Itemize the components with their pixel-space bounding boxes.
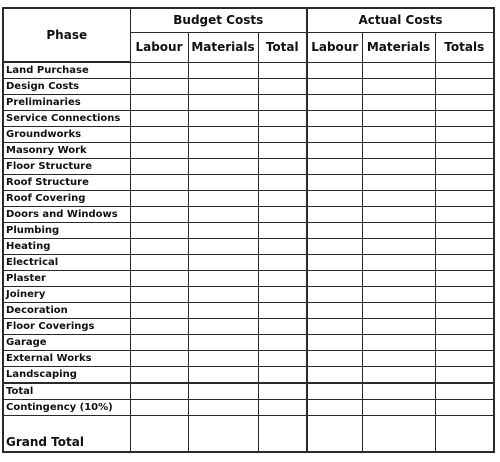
actual-materials-cell[interactable] <box>362 62 435 79</box>
budget-labour-cell[interactable] <box>130 191 188 207</box>
table-row-grand-total <box>3 416 494 453</box>
budget-labour-cell[interactable] <box>130 111 188 127</box>
phase-label: Land Purchase <box>3 62 130 79</box>
phase-label: External Works <box>3 351 130 367</box>
actual-materials-cell[interactable] <box>362 95 435 111</box>
actual-materials-cell[interactable] <box>362 287 435 303</box>
actual-materials-cell[interactable] <box>362 223 435 239</box>
budget-labour-cell[interactable] <box>130 255 188 271</box>
budget-total-cell[interactable] <box>258 111 307 127</box>
table-row-electrical <box>3 255 494 271</box>
actual-totals-cell[interactable] <box>435 383 494 400</box>
actual-materials-cell[interactable] <box>362 175 435 191</box>
phase-label: Service Connections <box>3 111 130 127</box>
actual-materials-cell[interactable] <box>362 79 435 95</box>
budget-labour-header: Labour <box>130 32 188 62</box>
actual-totals-cell[interactable] <box>435 79 494 95</box>
actual-totals-cell[interactable] <box>435 303 494 319</box>
budget-total-cell[interactable] <box>258 351 307 367</box>
budget-materials-cell[interactable] <box>188 303 258 319</box>
actual-materials-cell[interactable] <box>362 367 435 384</box>
budget-total-cell[interactable] <box>258 400 307 416</box>
actual-materials-header: Materials <box>362 32 435 62</box>
budget-total-cell[interactable] <box>258 255 307 271</box>
phase-label: Roof Covering <box>3 191 130 207</box>
phase-label: Groundworks <box>3 127 130 143</box>
actual-totals-cell[interactable] <box>435 271 494 287</box>
budget-materials-cell[interactable] <box>188 367 258 384</box>
budget-labour-cell[interactable] <box>130 400 188 416</box>
phase-label: Floor Structure <box>3 159 130 175</box>
actual-labour-cell[interactable] <box>307 239 362 255</box>
actual-materials-cell[interactable] <box>362 111 435 127</box>
budget-materials-cell[interactable] <box>188 319 258 335</box>
budget-total-cell[interactable] <box>258 175 307 191</box>
budget-materials-cell[interactable] <box>188 175 258 191</box>
budget-materials-cell[interactable] <box>188 62 258 79</box>
budget-labour-cell[interactable] <box>130 367 188 384</box>
actual-totals-cell[interactable] <box>435 287 494 303</box>
table-row-doors-and-windows <box>3 207 494 223</box>
actual-materials-cell[interactable] <box>362 383 435 400</box>
actual-totals-cell[interactable] <box>435 351 494 367</box>
cost-table <box>2 7 495 453</box>
table-row-contingency-10 <box>3 400 494 416</box>
budget-total-cell[interactable] <box>258 383 307 400</box>
budget-total-cell[interactable] <box>258 239 307 255</box>
actual-materials-cell[interactable] <box>362 239 435 255</box>
budget-total-cell[interactable] <box>258 159 307 175</box>
table-row-joinery <box>3 287 494 303</box>
actual-labour-cell[interactable] <box>307 79 362 95</box>
actual-labour-cell[interactable] <box>307 400 362 416</box>
actual-labour-cell[interactable] <box>307 287 362 303</box>
actual-totals-cell[interactable] <box>435 62 494 79</box>
actual-labour-cell[interactable] <box>307 383 362 400</box>
budget-labour-cell[interactable] <box>130 287 188 303</box>
table-row-land-purchase <box>3 62 494 79</box>
actual-materials-cell[interactable] <box>362 271 435 287</box>
actual-labour-cell[interactable] <box>307 416 362 453</box>
table-row-service-connections <box>3 111 494 127</box>
actual-labour-cell[interactable] <box>307 335 362 351</box>
actual-materials-cell[interactable] <box>362 255 435 271</box>
table-row-plumbing <box>3 223 494 239</box>
actual-labour-cell[interactable] <box>307 111 362 127</box>
budget-labour-cell[interactable] <box>130 143 188 159</box>
budget-labour-cell[interactable] <box>130 175 188 191</box>
budget-materials-cell[interactable] <box>188 127 258 143</box>
budget-labour-cell[interactable] <box>130 62 188 79</box>
table-row-plaster <box>3 271 494 287</box>
actual-materials-cell[interactable] <box>362 400 435 416</box>
actual-totals-cell[interactable] <box>435 416 494 453</box>
budget-total-cell[interactable] <box>258 319 307 335</box>
actual-totals-cell[interactable] <box>435 159 494 175</box>
table-row-external-works <box>3 351 494 367</box>
phase-label: Electrical <box>3 255 130 271</box>
budget-materials-cell[interactable] <box>188 383 258 400</box>
actual-labour-cell[interactable] <box>307 255 362 271</box>
budget-materials-cell[interactable] <box>188 159 258 175</box>
phase-label: Heating <box>3 239 130 255</box>
actual-totals-cell[interactable] <box>435 400 494 416</box>
table-row-roof-structure <box>3 175 494 191</box>
actual-labour-header: Labour <box>307 32 362 62</box>
actual-totals-cell[interactable] <box>435 223 494 239</box>
budget-total-cell[interactable] <box>258 207 307 223</box>
actual-materials-cell[interactable] <box>362 303 435 319</box>
actual-materials-cell[interactable] <box>362 319 435 335</box>
actual-totals-cell[interactable] <box>435 239 494 255</box>
actual-materials-cell[interactable] <box>362 143 435 159</box>
phase-rows <box>3 62 494 452</box>
actual-labour-cell[interactable] <box>307 367 362 384</box>
phase-label: Floor Coverings <box>3 319 130 335</box>
phase-label: Roof Structure <box>3 175 130 191</box>
budget-labour-cell[interactable] <box>130 319 188 335</box>
budget-labour-cell[interactable] <box>130 303 188 319</box>
budget-total-cell[interactable] <box>258 79 307 95</box>
actual-materials-cell[interactable] <box>362 127 435 143</box>
actual-labour-cell[interactable] <box>307 303 362 319</box>
budget-labour-cell[interactable] <box>130 223 188 239</box>
budget-total-cell[interactable] <box>258 335 307 351</box>
budget-labour-cell[interactable] <box>130 383 188 400</box>
budget-materials-cell[interactable] <box>188 143 258 159</box>
budget-labour-cell[interactable] <box>130 159 188 175</box>
actual-materials-cell[interactable] <box>362 351 435 367</box>
phase-label: Joinery <box>3 287 130 303</box>
phase-label: Grand Total <box>3 416 130 453</box>
actual-costs-header: Actual Costs <box>307 8 494 32</box>
actual-totals-cell[interactable] <box>435 255 494 271</box>
budget-materials-cell[interactable] <box>188 335 258 351</box>
budget-total-cell[interactable] <box>258 416 307 453</box>
actual-labour-cell[interactable] <box>307 319 362 335</box>
table-row-groundworks <box>3 127 494 143</box>
phase-label: Total <box>3 383 130 400</box>
phase-label: Garage <box>3 335 130 351</box>
actual-labour-cell[interactable] <box>307 351 362 367</box>
table-row-floor-coverings <box>3 319 494 335</box>
actual-labour-cell[interactable] <box>307 127 362 143</box>
budget-materials-cell[interactable] <box>188 287 258 303</box>
budget-total-cell[interactable] <box>258 287 307 303</box>
budget-materials-cell[interactable] <box>188 207 258 223</box>
budget-labour-cell[interactable] <box>130 95 188 111</box>
actual-totals-header: Totals <box>435 32 494 62</box>
actual-labour-cell[interactable] <box>307 191 362 207</box>
table-row-decoration <box>3 303 494 319</box>
budget-materials-cell[interactable] <box>188 95 258 111</box>
phase-label: Doors and Windows <box>3 207 130 223</box>
actual-totals-cell[interactable] <box>435 175 494 191</box>
actual-labour-cell[interactable] <box>307 223 362 239</box>
actual-labour-cell[interactable] <box>307 62 362 79</box>
actual-materials-cell[interactable] <box>362 416 435 453</box>
actual-labour-cell[interactable] <box>307 143 362 159</box>
actual-materials-cell[interactable] <box>362 335 435 351</box>
budget-total-cell[interactable] <box>258 271 307 287</box>
actual-totals-cell[interactable] <box>435 95 494 111</box>
budget-materials-cell[interactable] <box>188 271 258 287</box>
actual-totals-cell[interactable] <box>435 207 494 223</box>
table-row-total <box>3 383 494 400</box>
budget-total-cell[interactable] <box>258 223 307 239</box>
actual-totals-cell[interactable] <box>435 191 494 207</box>
actual-totals-cell[interactable] <box>435 127 494 143</box>
actual-totals-cell[interactable] <box>435 111 494 127</box>
phase-label: Landscaping <box>3 367 130 384</box>
budget-total-header: Total <box>258 32 307 62</box>
actual-labour-cell[interactable] <box>307 159 362 175</box>
actual-totals-cell[interactable] <box>435 143 494 159</box>
table-row-preliminaries <box>3 95 494 111</box>
budget-costs-header: Budget Costs <box>130 8 307 32</box>
table-row-masonry-work <box>3 143 494 159</box>
budget-materials-cell[interactable] <box>188 239 258 255</box>
budget-materials-cell[interactable] <box>188 255 258 271</box>
actual-totals-cell[interactable] <box>435 319 494 335</box>
phase-label: Plumbing <box>3 223 130 239</box>
budget-materials-cell[interactable] <box>188 191 258 207</box>
actual-labour-cell[interactable] <box>307 271 362 287</box>
budget-labour-cell[interactable] <box>130 79 188 95</box>
budget-total-cell[interactable] <box>258 143 307 159</box>
budget-labour-cell[interactable] <box>130 239 188 255</box>
table-row-heating <box>3 239 494 255</box>
budget-total-cell[interactable] <box>258 62 307 79</box>
budget-total-cell[interactable] <box>258 191 307 207</box>
budget-labour-cell[interactable] <box>130 351 188 367</box>
table-row-garage <box>3 335 494 351</box>
phase-header: Phase <box>3 8 130 62</box>
budget-total-cell[interactable] <box>258 367 307 384</box>
phase-label: Design Costs <box>3 79 130 95</box>
budget-labour-cell[interactable] <box>130 127 188 143</box>
table-row-landscaping <box>3 367 494 384</box>
budget-total-cell[interactable] <box>258 95 307 111</box>
actual-labour-cell[interactable] <box>307 95 362 111</box>
actual-totals-cell[interactable] <box>435 335 494 351</box>
budget-materials-header: Materials <box>188 32 258 62</box>
table-row-design-costs <box>3 79 494 95</box>
actual-materials-cell[interactable] <box>362 207 435 223</box>
table-row-floor-structure <box>3 159 494 175</box>
budget-total-cell[interactable] <box>258 303 307 319</box>
phase-label: Masonry Work <box>3 143 130 159</box>
budget-labour-cell[interactable] <box>130 271 188 287</box>
actual-totals-cell[interactable] <box>435 367 494 384</box>
cost-sheet <box>2 7 495 453</box>
budget-total-cell[interactable] <box>258 127 307 143</box>
budget-materials-cell[interactable] <box>188 400 258 416</box>
budget-materials-cell[interactable] <box>188 111 258 127</box>
actual-materials-cell[interactable] <box>362 191 435 207</box>
budget-materials-cell[interactable] <box>188 416 258 453</box>
table-row-roof-covering <box>3 191 494 207</box>
budget-labour-cell[interactable] <box>130 335 188 351</box>
budget-labour-cell[interactable] <box>130 416 188 453</box>
phase-label: Contingency (10%) <box>3 400 130 416</box>
phase-label: Plaster <box>3 271 130 287</box>
actual-labour-cell[interactable] <box>307 175 362 191</box>
budget-labour-cell[interactable] <box>130 207 188 223</box>
phase-label: Decoration <box>3 303 130 319</box>
budget-materials-cell[interactable] <box>188 79 258 95</box>
phase-label: Preliminaries <box>3 95 130 111</box>
budget-materials-cell[interactable] <box>188 223 258 239</box>
budget-materials-cell[interactable] <box>188 351 258 367</box>
actual-materials-cell[interactable] <box>362 159 435 175</box>
actual-labour-cell[interactable] <box>307 207 362 223</box>
